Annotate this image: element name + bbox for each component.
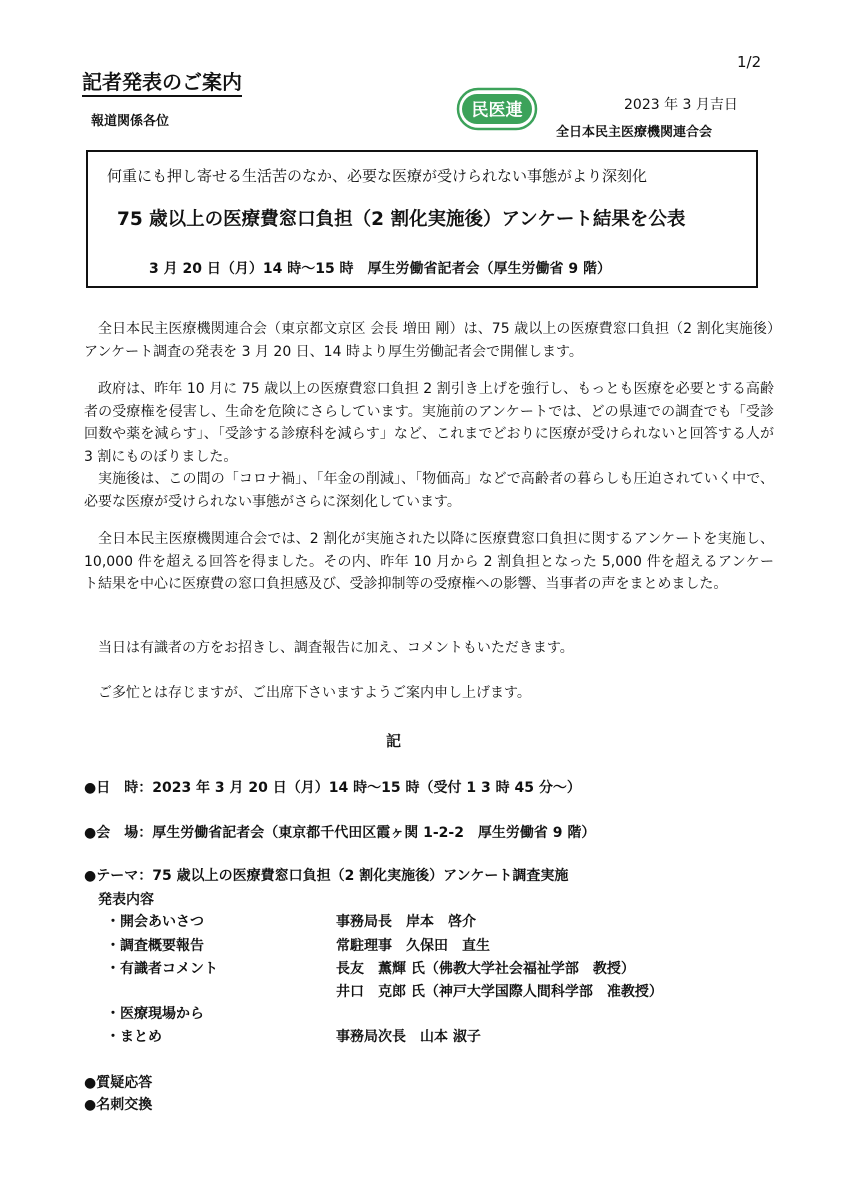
event-theme: ●テーマ：75 歳以上の医療費窓口負担（2 割化実施後）アンケート調査実施 bbox=[84, 868, 569, 884]
business-card-exchange: ●名刺交換 bbox=[84, 1097, 153, 1113]
summary-datetime: 3 月 20 日（月）14 時～15 時 厚生労働省記者会（厚生労働省 9 階） bbox=[149, 261, 612, 277]
page-title: 記者発表のご案内 bbox=[82, 70, 242, 97]
program-item: ・開会あいさつ bbox=[106, 914, 204, 930]
issue-date: 2023 年 3 月吉日 bbox=[624, 97, 738, 113]
summary-lead: 何重にも押し寄せる生活苦のなか、必要な医療が受けられない事態がより深刻化 bbox=[107, 167, 648, 185]
page-number: 1/2 bbox=[737, 53, 762, 71]
min-iren-logo bbox=[456, 87, 538, 131]
body-paragraph-1: 全日本民主医療機関連合会（東京都文京区 会長 増田 剛）は、75 歳以上の医療費窓口負担（2 割化実施後）アンケート調査の発表を 3 月 20 日、14 時より厚生労働記者会で開催します。 bbox=[84, 321, 774, 360]
organization-name: 全日本民主医療機関連合会 bbox=[556, 125, 713, 140]
program-item: ・まとめ bbox=[106, 1029, 162, 1045]
program-speaker: 常駐理事 久保田 直生 bbox=[336, 938, 490, 954]
ki-heading: 記 bbox=[386, 732, 402, 750]
event-venue: ●会 場：厚生労働省記者会（東京都千代田区霞ヶ関 1-2-2 厚生労働省 9 階） bbox=[84, 825, 596, 841]
event-datetime: ●日 時：2023 年 3 月 20 日（月）14 時～15 時（受付 1 3 時 45 分～） bbox=[84, 780, 581, 796]
addressee: 報道関係各位 bbox=[91, 114, 170, 129]
body-paragraph-2: 政府は、昨年 10 月に 75 歳以上の医療費窓口負担 2 割引き上げを強行し、もっとも医療を必要とする高齢者の受療権を侵害し、生命を危険にさらしています。実施前のアンケートでは、どの県連での調査でも「受診回数や薬を減らす」、「受診する診療科を減らす」など、これまでどおりに医療が受けられないと回答する人が 3 割にものぼりました。 bbox=[84, 381, 774, 465]
program-speaker: 事務局長 岸本 啓介 bbox=[336, 914, 476, 930]
logo-text: 民医連 bbox=[471, 100, 523, 121]
body-paragraph-6: ご多忙とは存じますが、ご出席下さいますようご案内申し上げます。 bbox=[98, 685, 531, 701]
program-item: ・医療現場から bbox=[106, 1006, 204, 1022]
program-speaker: 井口 克郎 氏（神戸大学国際人間科学部 准教授） bbox=[336, 984, 663, 1000]
program-heading: 発表内容 bbox=[98, 892, 154, 908]
program-speaker: 長友 薫輝 氏（佛教大学社会福祉学部 教授） bbox=[336, 961, 635, 977]
body-paragraph-4: 全日本民主医療機関連合会では、2 割化が実施された以降に医療費窓口負担に関するアンケートを実施し、10,000 件を超える回答を得ました。その内、昨年 10 月から 2 割負担となった 5,000 件を超えるアンケート結果を中心に医療費の窓口負担感及び、受診抑制等の受療権への影響、当事者の声をまとめました。 bbox=[84, 531, 774, 592]
qa-session: ●質疑応答 bbox=[84, 1075, 153, 1091]
program-speaker: 事務局次長 山本 淑子 bbox=[336, 1029, 481, 1045]
program-item: ・有識者コメント bbox=[106, 961, 218, 977]
summary-headline: 75 歳以上の医療費窓口負担（2 割化実施後）アンケート結果を公表 bbox=[117, 209, 686, 230]
body-paragraph-5: 当日は有識者の方をお招きし、調査報告に加え、コメントもいただきます。 bbox=[98, 640, 574, 656]
body-paragraph-3: 実施後は、この間の「コロナ禍」、「年金の削減」、「物価高」などで高齢者の暮らしも圧迫されていく中で、必要な医療が受けられない事態がさらに深刻化しています。 bbox=[84, 471, 774, 510]
program-item: ・調査概要報告 bbox=[106, 938, 204, 954]
